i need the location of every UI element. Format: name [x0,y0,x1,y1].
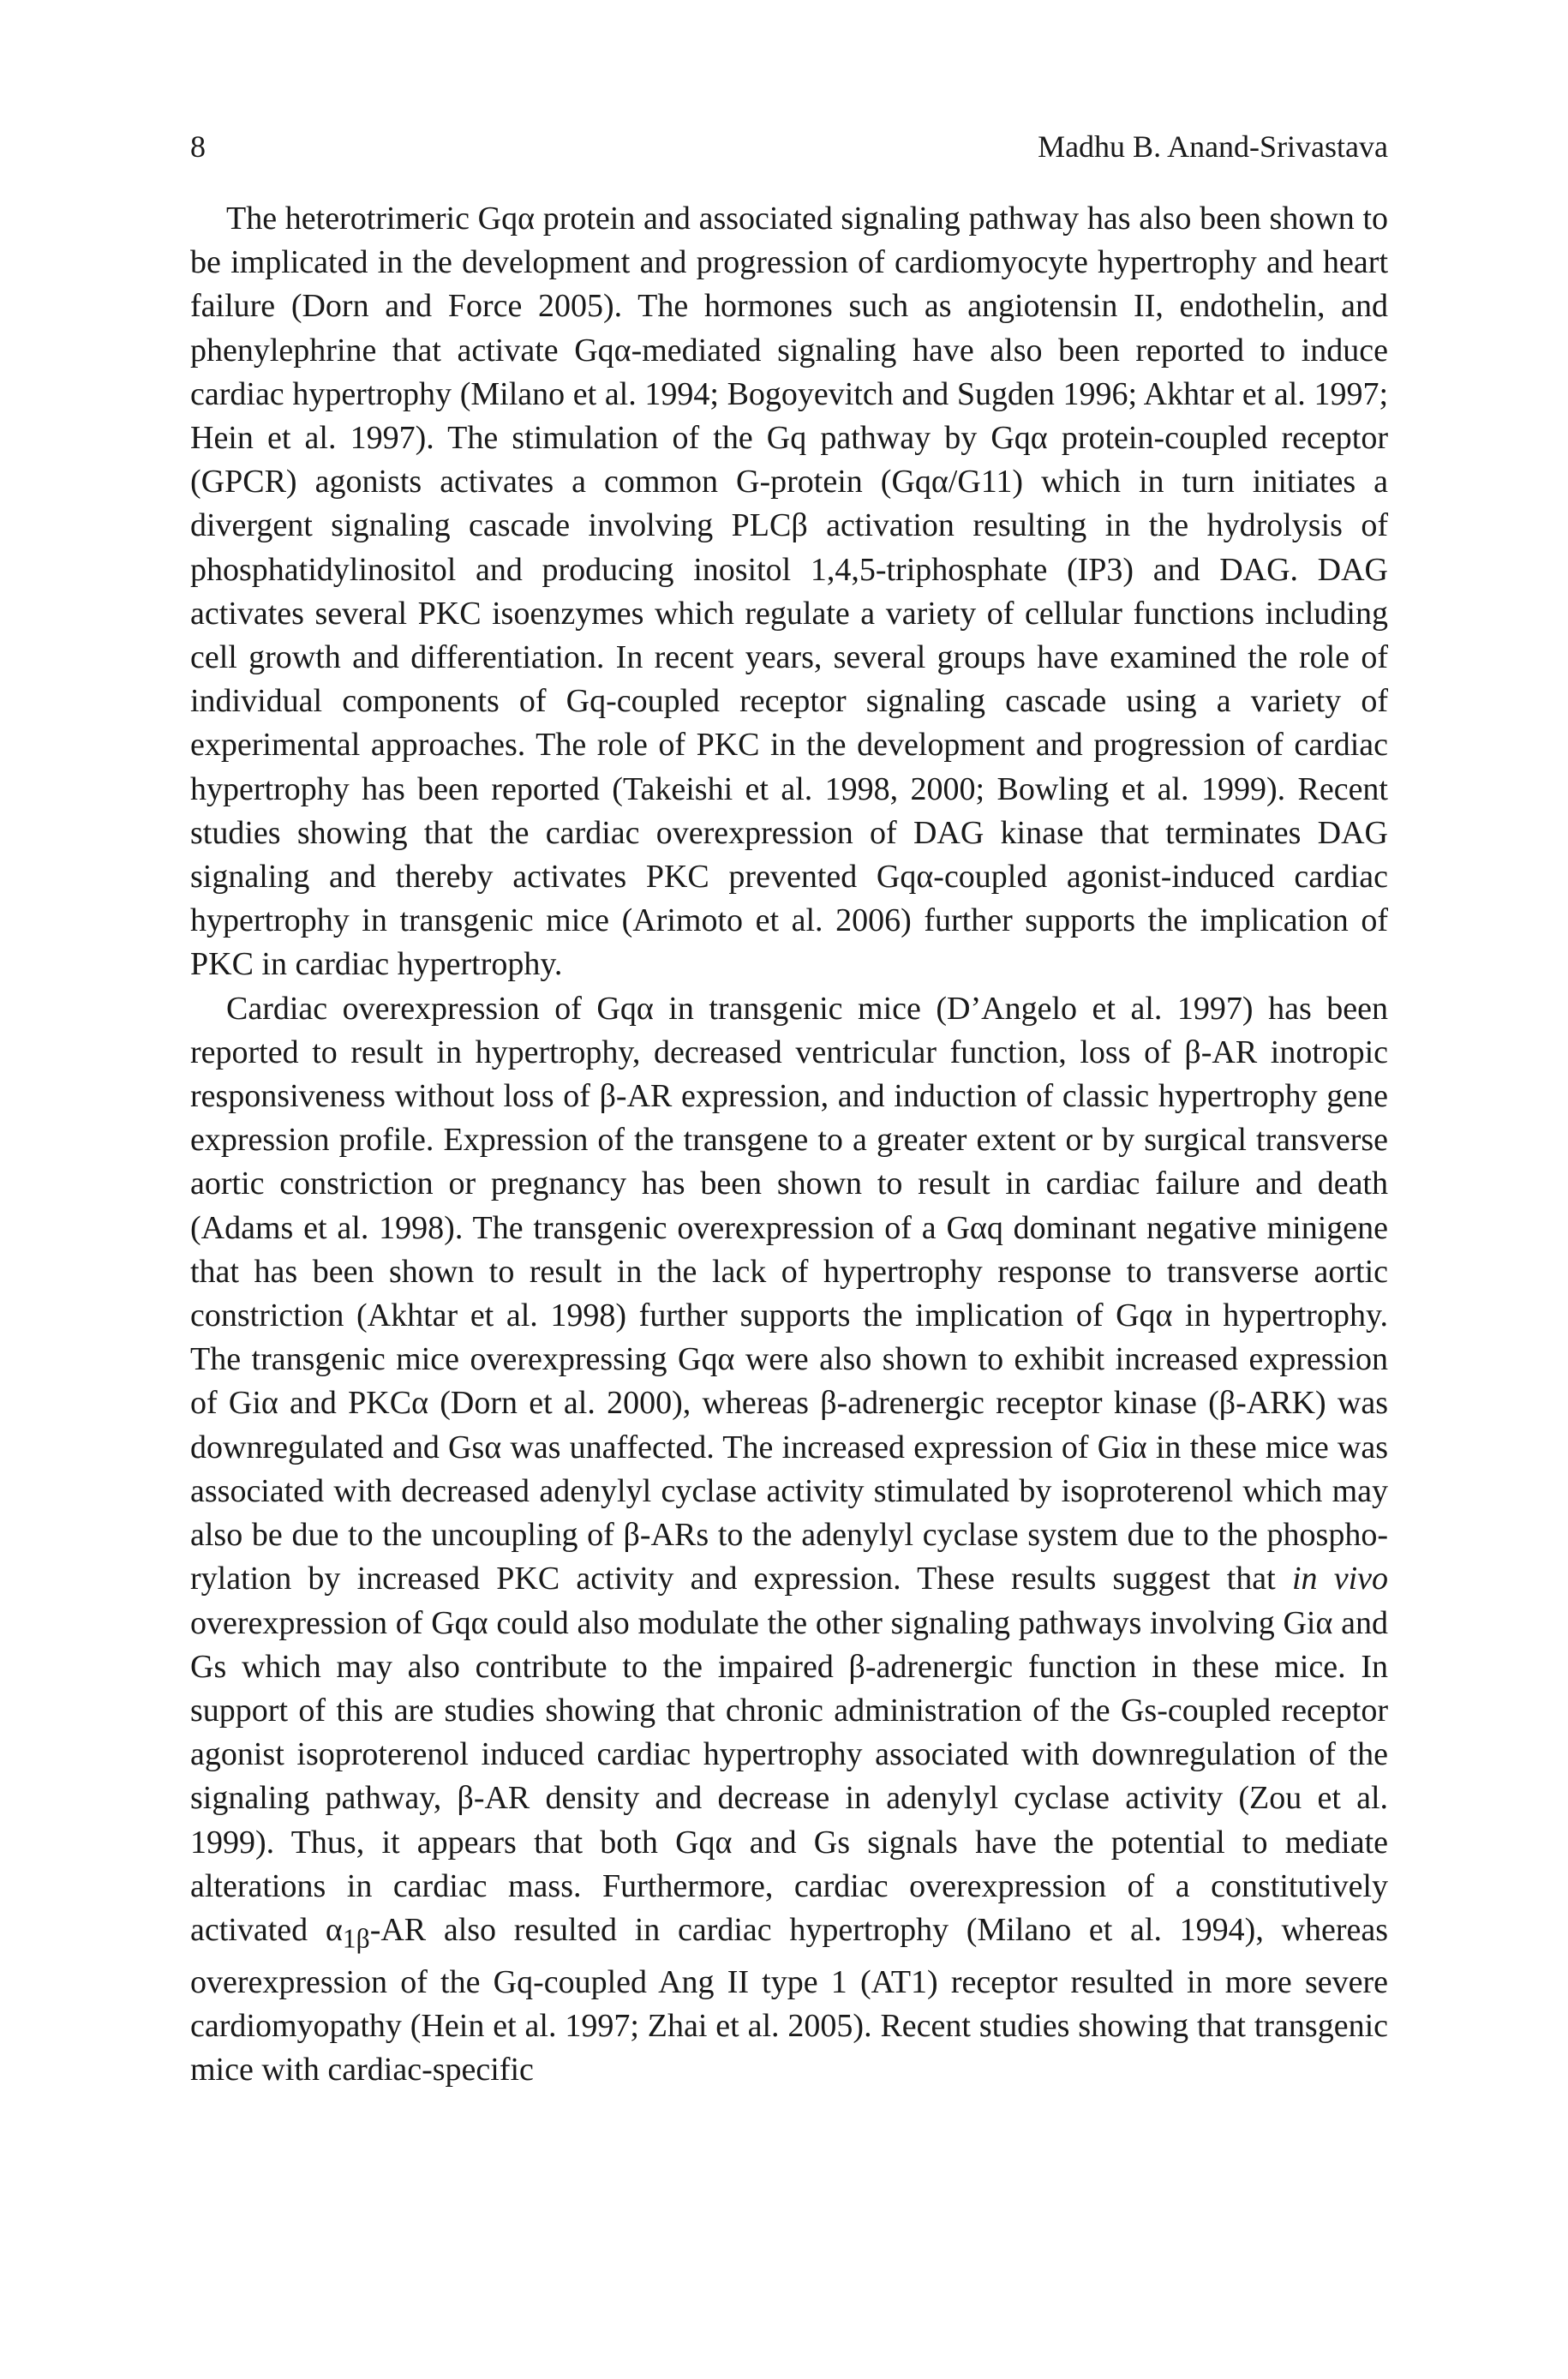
subscript: 1β [342,1923,370,1954]
paragraph-text: -AR also resulted in cardiac hypertrophy (Milano et al. 1994), whereas overexpression of the Gq-coupled Ang II type 1 (AT1) receptor resulted in more severe cardiomyopathy (Hein et al. 1997; Zhai et al. 2005). Recent studies showing that transgenic mice with cardiac-specific [190,1911,1388,2088]
running-header [190,127,1388,166]
paragraph-gq-signaling [190,197,1388,987]
page-number: 8 [190,129,206,164]
paragraph-text: The heterotrimeric Gqα protein and associated signaling pathway has also been shown to be implicated in the development and progression of cardiomyocyte hypertrophy and heart failure (Dorn and Force 2005). The hormones such as angiotensin II, endothelin, and phenylephrine that activate Gqα-mediated signaling have also been reported to induce cardiac hypertrophy (Milano et al. 1994; Bogoyevitch and Sugden 1996; Akhtar et al. 1997; Hein et al. 1997). The stimulation of the Gq pathway by Gqα protein-coupled receptor (GPCR) agonists activates a common G-protein (Gqα/G11) which in turn initiates a divergent signaling cascade involving PLCβ activation resulting in the hydrolysis of phosphatidylinositol and producing inositol 1,4,5-triphosphate (IP3) and DAG. DAG activates several PKC isoenzymes which regulate a variety of cellular functions including cell growth and differentiation. In recent years, several groups have examined the role of individual components of Gq-coupled receptor signaling cascade using a variety of experimental approaches. The role of PKC in the development and progression of cardiac hypertrophy has been reported (Takeishi et al. 1998, 2000; Bowling et al. 1999). Recent studies showing that the cardiac overexpression of DAG kinase that terminates DAG signaling and thereby activates PKC prevented Gqα-coupled agonist-induced cardiac hypertrophy in transgenic mice (Arimoto et al. 2006) further supports the implication of PKC in cardiac hypertrophy. [190,201,1388,983]
paragraph-text: Cardiac overexpression of Gqα in transgenic mice (D’Angelo et al. 1997) has been reported to result in hypertrophy, decreased ventricular function, loss of β-AR inotropic responsiveness without loss of β-AR expression, and induction of classic hypertrophy gene expression profile. Expression of the transgene to a greater extent or by surgical transverse aortic constriction or pregnancy has been shown to result in cardiac failure and death (Adams et al. 1998). The transgenic overexpression of a Gαq dominant negative minigene that has been shown to result in the lack of hypertrophy response to transverse aortic constriction (Akhtar et al. 1998) further supports the implication of Gqα in hypertrophy. The transgenic mice overexpressing Gqα were also shown to exhibit increased expression of Giα and PKCα (Dorn et al. 2000), whereas β-adrenergic receptor kinase (β-ARK) was downregulated and Gsα was unaffected. The increased expression of Giα in these mice was associated with decreased adenylyl cyclase activity stimulated by isoproterenol which may also be due to the uncoupling of β-ARs to the adenylyl cyclase system due to the phosphorylation by increased PKC activity and expression. These results suggest that [190,990,1389,1597]
paragraph-text: overexpression of Gqα could also modulate the other signaling pathways involving Giα and Gs which may also contribute to the impaired β-adrenergic function in these mice. In support of this are studies showing that chronic administration of the Gs-coupled receptor agonist isoproterenol induced cardiac hypertrophy associated with downregulation of the signaling pathway, β-AR density and decrease in adenylyl cyclase activity (Zou et al. 1999). Thus, it appears that both Gqα and Gs signals have the potential to mediate alterations in cardiac mass. Furthermore, cardiac overexpression of a constitutively activated α [190,1604,1388,1948]
italic-term: in vivo [1291,1561,1388,1597]
body-text [190,197,1388,2092]
running-author: Madhu B. Anand-Srivastava [1038,129,1388,164]
paragraph-cardiac-overexpression [190,987,1388,2093]
